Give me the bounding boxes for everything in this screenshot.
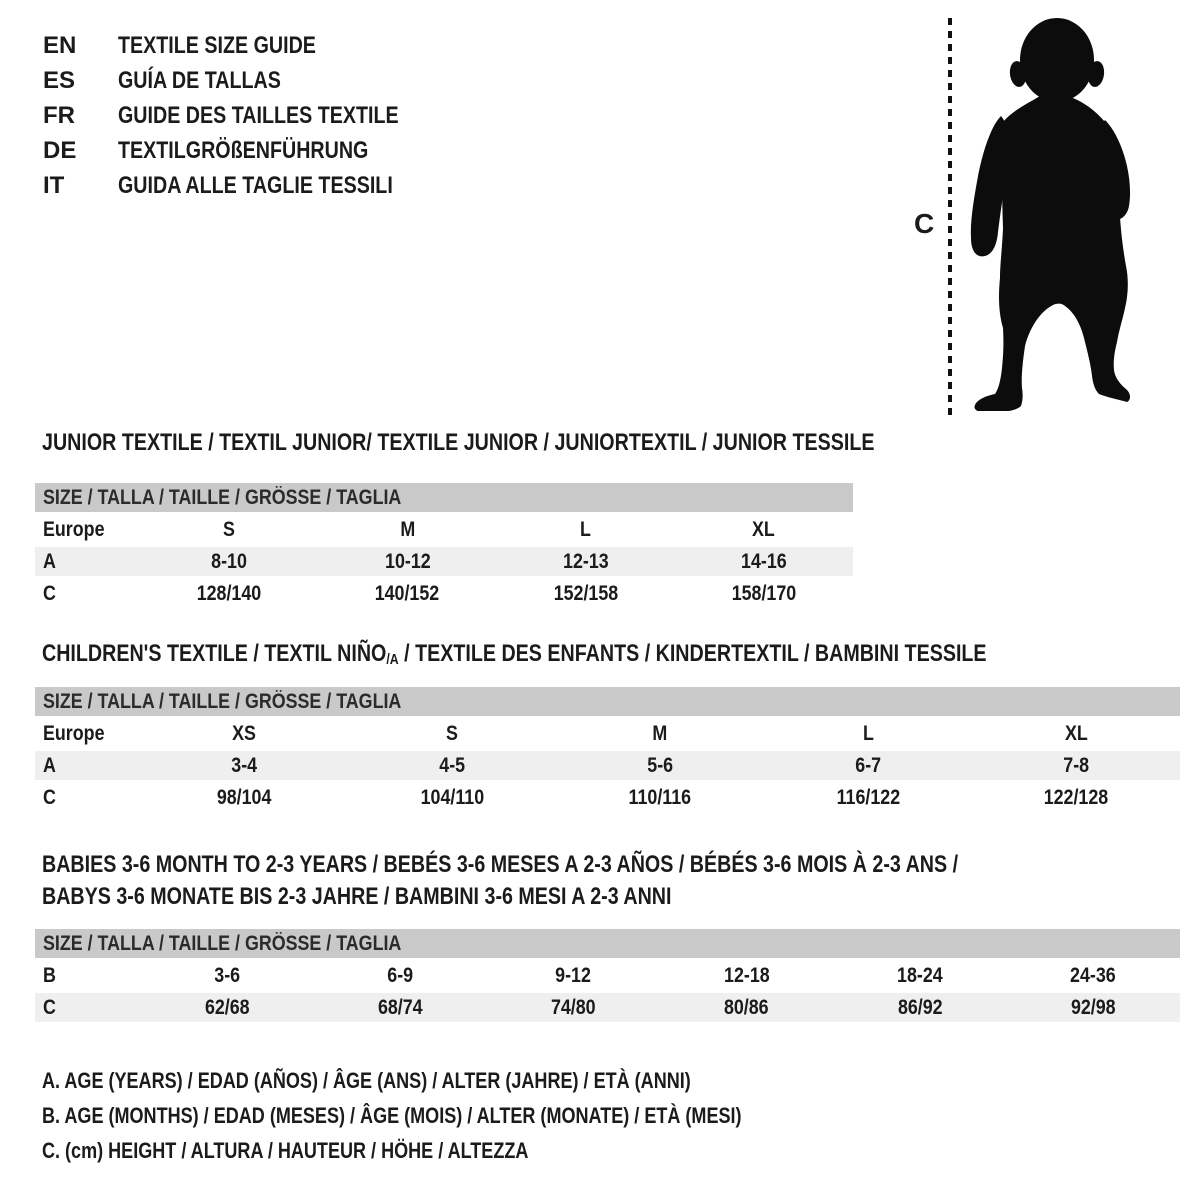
table-cell: 14-16 [741,549,787,573]
measurement-legend [42,1068,895,1173]
row-label: C [43,785,56,809]
row-label: A [43,753,56,777]
table-row [35,783,1180,812]
language-row-es [43,67,460,102]
table-cell: M [399,517,415,541]
table-cell: XL [752,517,776,541]
language-row-en [43,32,460,67]
size-header: SIZE / TALLA / TAILLE / GRÖSSE / TAGLIA [35,687,1180,716]
table-cell: 12-13 [562,549,609,573]
table-row [35,993,1180,1022]
table-cell: 122/128 [1043,785,1109,809]
language-title: GUÍA DE TALLAS [118,67,281,94]
table-cell: 128/140 [196,581,262,605]
row-label: A [43,549,56,573]
language-code: FR [43,102,75,129]
table-cell: 8-10 [211,549,248,573]
height-measure-dashed-line [948,18,952,418]
size-header: SIZE / TALLA / TAILLE / GRÖSSE / TAGLIA [35,483,853,512]
table-cell: XS [232,721,256,745]
language-row-fr [43,102,460,137]
table-cell: 24-36 [1070,963,1117,987]
table-cell: S [223,517,236,541]
table-cell: 86/92 [897,995,943,1019]
children-size-table [35,684,1180,815]
table-cell: L [862,721,874,745]
table-cell: M [652,721,668,745]
language-title: TEXTILE SIZE GUIDE [118,32,316,59]
language-row-de [43,137,460,172]
table-row [35,961,1180,990]
row-label: C [43,995,56,1019]
table-cell: 140/152 [375,581,440,605]
table-row [35,547,853,576]
legend-line-b: B. AGE (MONTHS) / EDAD (MESES) / ÂGE (MOIS) / ALTER (MONATE) / ETÀ (MESI) [42,1103,742,1128]
table-cell: 3-6 [213,963,240,987]
height-measure-label: C [914,208,935,239]
table-cell: 158/170 [731,581,797,605]
table-cell: 10-12 [384,549,431,573]
table-cell: 104/110 [420,785,484,809]
table-row [35,515,853,544]
table-cell: 152/158 [553,581,618,605]
table-cell: 18-24 [897,963,943,987]
language-title-list [43,32,460,207]
table-cell: 6-7 [855,753,881,777]
table-cell: 9-12 [555,963,592,987]
table-cell: 110/116 [628,785,692,809]
table-cell: 62/68 [204,995,250,1019]
row-label: Europe [43,517,105,541]
table-cell: 4-5 [439,753,465,777]
table-cell: L [580,517,592,541]
language-row-it [43,172,460,207]
children-section-title: CHILDREN'S TEXTILE / TEXTIL NIÑO/A / TEXTILE DES ENFANTS / KINDERTEXTIL / BAMBINI TESSILE [42,640,987,668]
table-cell: 12-18 [723,963,770,987]
language-code: IT [43,172,65,199]
junior-size-table [35,480,853,611]
table-row [35,719,1180,748]
row-label: C [43,581,56,605]
row-label: B [43,963,56,987]
babies-section-title-line1: BABIES 3-6 MONTH TO 2-3 YEARS / BEBÉS 3-6 MESES A 2-3 AÑOS / BÉBÉS 3-6 MOIS À 2-3 ANS / [42,851,959,878]
table-cell: 98/104 [216,785,272,809]
language-title: GUIDE DES TAILLES TEXTILE [118,102,399,129]
row-label: Europe [43,721,105,745]
table-cell: 116/122 [836,785,900,809]
table-cell: S [446,721,458,745]
junior-section-title: JUNIOR TEXTILE / TEXTIL JUNIOR/ TEXTILE JUNIOR / JUNIORTEXTIL / JUNIOR TESSILE [42,429,875,456]
table-cell: 68/74 [377,995,423,1019]
size-header: SIZE / TALLA / TAILLE / GRÖSSE / TAGLIA [35,929,1180,958]
table-cell: 6-9 [387,963,413,987]
table-cell: XL [1064,721,1088,745]
legend-line-a: A. AGE (YEARS) / EDAD (AÑOS) / ÂGE (ANS) / ALTER (JAHRE) / ETÀ (ANNI) [42,1068,691,1093]
language-title: TEXTILGRÖßENFÜHRUNG [118,137,369,164]
table-row [35,579,853,608]
toddler-silhouette-icon [965,16,1135,411]
table-cell: 74/80 [551,995,596,1019]
table-cell: 3-4 [231,753,257,777]
table-cell: 80/86 [724,995,769,1019]
table-cell: 7-8 [1063,753,1089,777]
language-code: DE [43,137,77,164]
legend-line-c: C. (cm) HEIGHT / ALTURA / HAUTEUR / HÖHE / ALTEZZA [42,1138,529,1163]
table-row [35,751,1180,780]
table-cell: 5-6 [647,753,673,777]
language-title: GUIDA ALLE TAGLIE TESSILI [118,172,393,199]
babies-section-title-line2: BABYS 3-6 MONATE BIS 2-3 JAHRE / BAMBINI 3-6 MESI A 2-3 ANNI [42,883,672,910]
babies-size-table [35,926,1180,1025]
language-code: ES [43,67,76,94]
language-code: EN [43,32,77,59]
table-cell: 92/98 [1070,995,1116,1019]
